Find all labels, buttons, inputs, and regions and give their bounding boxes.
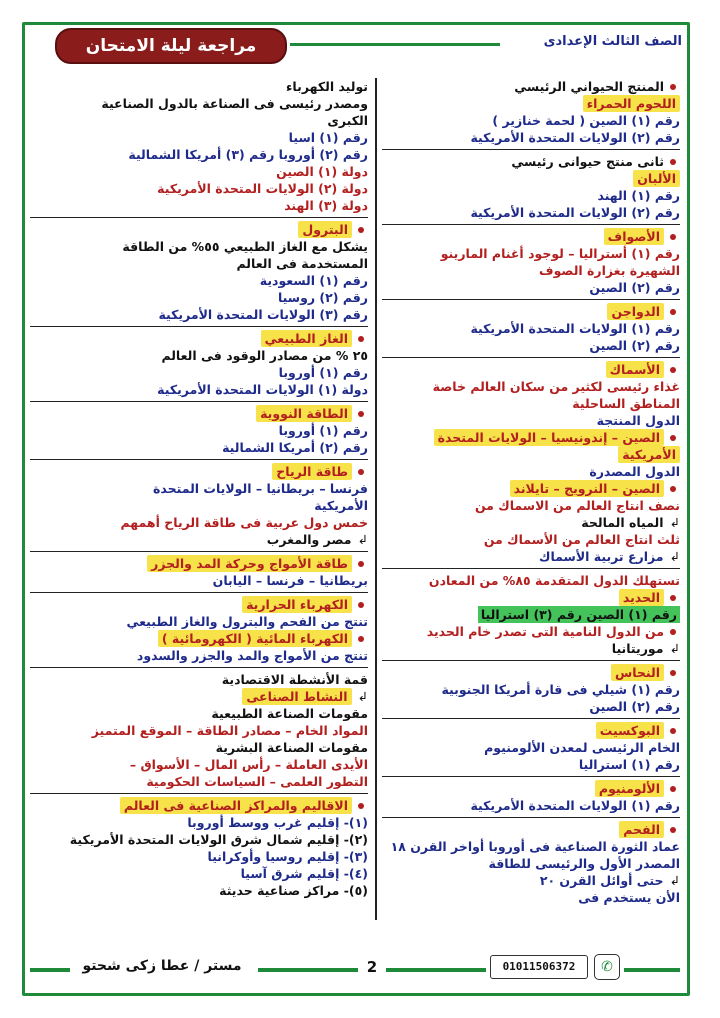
note-text: الأسماك [606,361,664,378]
note-text: اللحوم الحمراء [583,95,680,112]
bullet-icon [670,786,676,792]
note-text: دولة (٣) الهند [284,198,368,213]
section-separator [30,401,368,402]
page-title: مراجعة ليلة الامتحان [55,28,287,64]
note-line [30,647,368,664]
note-line [30,572,368,589]
note-text: ومصدر رئيسى فى الصناعة بالدول الصناعية [101,96,368,111]
note-line [30,596,368,613]
bullet-icon [670,234,676,240]
note-text: ثلث انتاج العالم من الأسماك من [483,532,680,547]
section-separator [382,568,680,569]
note-line [30,364,368,381]
note-text: الحديد [619,589,664,606]
note-text: البترول [298,221,352,238]
section-separator [30,459,368,460]
note-line [382,412,680,429]
note-text: توليد الكهرباء [286,79,368,94]
note-text: رقم (٢) أوروبا رقم (٣) أمريكا الشمالية [128,147,368,162]
phone-icon: ✆ [594,954,620,980]
note-line [382,378,680,395]
note-line [30,272,368,289]
note-line [382,228,680,245]
note-line [30,405,368,422]
column-divider [375,78,377,920]
note-text: المصدر الأول والرئيسى للطاقة [488,856,680,871]
note-text: رقم (٢) الصين [589,338,680,353]
note-text: الكهرباء المائية ( الكهرومائية ) [158,630,352,647]
note-text: رقم (٢) الصين [589,280,680,295]
note-line [30,381,368,398]
note-text: الصين – النرويج – تايلاند [510,480,664,497]
note-text: مقومات الصناعة البشرية [215,740,368,755]
note-line [30,671,368,688]
note-line [382,623,680,640]
note-line [30,688,368,705]
note-line [382,395,680,412]
bullet-icon [358,561,364,567]
note-line [382,698,680,715]
note-line [30,797,368,814]
footer-rule [258,968,358,972]
note-line [30,705,368,722]
note-line [382,855,680,872]
note-line [30,306,368,323]
bullet-icon [670,159,676,165]
note-line [30,347,368,364]
note-line [382,320,680,337]
note-line [30,422,368,439]
note-line [382,589,680,606]
note-line [30,439,368,456]
note-text: رقم (١) الولايات المتحدة الأمريكية [470,321,680,336]
note-text: رقم (٣) الولايات المتحدة الأمريكية [158,307,368,322]
note-text: رقم (١) شيلي فى قارة أمريكا الجنوبية [441,682,680,697]
note-line [30,180,368,197]
note-text: (٥)- مراكز صناعية حديثة [219,883,368,898]
note-line [30,221,368,238]
note-text: الدول المصدرة [589,464,680,479]
section-separator [382,149,680,150]
note-line [382,664,680,681]
note-text: دولة (١) الصين [276,164,368,179]
note-line [382,821,680,838]
bullet-icon [670,435,676,441]
note-line [382,361,680,378]
right-column [382,78,680,906]
note-text: دولة (١) الولايات المتحدة الأمريكية [157,382,368,397]
note-line [30,531,368,548]
phone-number: 01011506372 [490,955,588,979]
note-line [382,480,680,497]
return-arrow-icon: ↲ [669,515,680,530]
note-line [382,780,680,797]
bullet-icon [358,469,364,475]
note-text: النشاط الصناعى [242,688,351,705]
note-line [382,872,680,889]
note-line [30,848,368,865]
note-text: تستهلك الدول المتقدمة ٨٥% من المعادن [428,573,680,588]
bullet-icon [670,728,676,734]
bullet-icon [358,336,364,342]
note-text: رقم (١) اسيا [288,130,368,145]
note-line [382,129,680,146]
note-text: الغاز الطبيعي [261,330,352,347]
note-text: الصين – إندونيسيا – الولايات المتحدة [434,429,664,446]
note-line [382,572,680,589]
note-text: رقم (١) أوروبا [278,423,368,438]
note-text: تنتج من الأمواج والمد والجزر والسدود [136,648,368,663]
section-separator [30,326,368,327]
note-text: الخام الرئيسى لمعدن الألومنيوم [484,740,680,755]
note-text: النحاس [611,664,664,681]
grade-label: الصف الثالث الإعدادى [543,34,682,49]
note-line [30,463,368,480]
note-text: المواد الخام – مصادر الطاقة – الموقع المتميز [91,723,368,738]
note-text: الفحم [619,821,664,838]
note-line [30,112,368,129]
section-separator [382,660,680,661]
note-text: حتى أوائل القرن ٢٠ [539,873,664,888]
note-line [382,681,680,698]
note-text: الطاقة النووية [256,405,352,422]
section-separator [30,592,368,593]
note-text: تنتج من الفحم والبترول والغاز الطبيعي [126,614,368,629]
note-line [30,289,368,306]
note-line [30,814,368,831]
note-text: البوكسيت [596,722,664,739]
bullet-icon [358,227,364,233]
note-line [30,480,368,497]
note-line [30,739,368,756]
note-text: عماد الثورة الصناعية فى أوروبا أواخر القرن ١٨ [390,839,680,854]
note-text: رقم (٢) روسيا [277,290,368,305]
note-line [382,78,680,95]
note-text: رقم (٢) الصين [589,699,680,714]
note-text: طاقة الرياح [272,463,352,480]
note-text: قمة الأنشطة الاقتصادية [221,672,368,687]
return-arrow-icon: ↲ [669,641,680,656]
note-line [382,245,680,262]
note-line [382,497,680,514]
note-text: (١)- إقليم غرب ووسط أوروبا [187,815,368,830]
note-text: المياه المالحة [581,515,664,530]
bullet-icon [358,602,364,608]
header-divider [290,43,500,46]
note-text: الألبان [633,170,680,187]
bullet-icon [670,84,676,90]
section-separator [382,299,680,300]
return-arrow-icon: ↲ [669,549,680,564]
note-text: ٢٥ % من مصادر الوقود فى العالم [161,348,368,363]
note-text: الأصواف [604,228,664,245]
note-text: الألومنيوم [595,780,664,797]
footer-rule [386,968,486,972]
page-number: 2 [366,958,378,976]
note-text: الدواجن [607,303,664,320]
note-text: (٣)- إقليم روسيا وأوكرانيا [207,849,368,864]
note-line [382,722,680,739]
note-text: الأمريكية [618,446,680,463]
note-line [30,756,368,773]
note-line [30,497,368,514]
section-separator [30,217,368,218]
section-separator [30,667,368,668]
note-line [382,838,680,855]
note-line [382,187,680,204]
note-line [382,279,680,296]
section-separator [30,551,368,552]
note-line [382,95,680,112]
note-text: رقم (١) الهند [597,188,680,203]
note-text: رقم (١) أوروبا [278,365,368,380]
note-line [30,197,368,214]
note-line [382,739,680,756]
note-line [382,889,680,906]
bullet-icon [670,309,676,315]
note-line [382,640,680,657]
note-text: دولة (٢) الولايات المتحدة الأمريكية [157,181,368,196]
note-text: مقومات الصناعة الطبيعية [211,706,368,721]
note-line [30,78,368,95]
return-arrow-icon: ↲ [357,689,368,704]
note-text: من الدول النامية التى تصدر خام الحديد [426,624,664,639]
note-text: خمس دول عربية فى طاقة الرياح أهمهم [120,515,368,530]
note-text: ثانى منتج حيوانى رئيسي [511,154,664,169]
note-line [382,446,680,463]
note-line [382,170,680,187]
note-line [382,153,680,170]
note-line [382,262,680,279]
note-line [30,555,368,572]
return-arrow-icon: ↲ [357,532,368,547]
note-text: الأن يستخدم فى [578,890,680,905]
note-line [30,613,368,630]
bullet-icon [358,636,364,642]
note-text: بريطانيا – فرنسا – اليابان [212,573,368,588]
note-line [30,129,368,146]
note-line [30,163,368,180]
note-line [382,463,680,480]
note-line [30,255,368,272]
bullet-icon [670,367,676,373]
note-text: غذاء رئيسى لكثير من سكان العالم خاصة [432,379,680,394]
note-text: رقم (٢) الولايات المتحدة الأمريكية [470,130,680,145]
section-separator [382,357,680,358]
note-text: المنتج الحيواني الرئيسي [514,79,664,94]
footer-rule [624,968,680,972]
note-line [382,303,680,320]
note-line [30,95,368,112]
note-text: رقم (١) أستراليا – لوجود أغنام المارينو [440,246,680,261]
bullet-icon [358,411,364,417]
return-arrow-icon: ↲ [669,873,680,888]
footer-rule [30,968,70,972]
note-text: موريتانيا [611,641,664,656]
author-name: مستر / عطا زكى شحتو [82,958,242,974]
section-separator [382,817,680,818]
note-line [30,238,368,255]
note-text: فرنسا – بريطانيا – الولايات المتحدة [153,481,368,496]
note-text: الشهيرة بغزارة الصوف [539,263,680,278]
note-text: المناطق الساحلية [572,396,680,411]
note-line [30,831,368,848]
note-line [30,514,368,531]
note-line [382,797,680,814]
note-text: رقم (١) السعودية [259,273,368,288]
note-line [30,773,368,790]
note-text: مزارع تربية الأسماك [539,549,664,564]
bullet-icon [670,486,676,492]
left-column [30,78,368,899]
note-text: (٤)- إقليم شرق آسيا [240,866,368,881]
section-separator [382,718,680,719]
note-line [382,756,680,773]
note-line [382,204,680,221]
note-text: الكهرباء الحرارية [242,596,352,613]
note-text: رقم (٢) أمريكا الشمالية [222,440,368,455]
note-text: الأيدى العاملة – رأس المال – الأسواق – [129,757,368,772]
note-line [382,606,680,623]
note-line [30,330,368,347]
note-line [382,514,680,531]
bullet-icon [670,595,676,601]
note-text: رقم (١) الصين ( لحمة خنازير ) [492,113,680,128]
section-separator [382,224,680,225]
note-text: رقم (١) الصين رقم (٣) استراليا [478,606,680,623]
note-text: الاقاليم والمراكز الصناعية فى العالم [120,797,352,814]
note-line [382,531,680,548]
section-separator [382,776,680,777]
note-text: (٢)- إقليم شمال شرق الولايات المتحدة الأمريكية [69,832,368,847]
note-line [30,865,368,882]
note-text: رقم (٢) الولايات المتحدة الأمريكية [470,205,680,220]
note-text: يشكل مع الغاز الطبيعي ٥٥% من الطاقة [122,239,368,254]
note-text: رقم (١) الولايات المتحدة الأمريكية [470,798,680,813]
section-separator [30,793,368,794]
note-line [382,112,680,129]
note-line [382,337,680,354]
note-line [30,722,368,739]
bullet-icon [358,803,364,809]
note-text: المستخدمة فى العالم [236,256,368,271]
note-line [382,548,680,565]
bullet-icon [670,629,676,635]
bullet-icon [670,827,676,833]
note-line [30,630,368,647]
note-line [30,882,368,899]
note-text: رقم (١) استراليا [578,757,680,772]
note-text: الأمريكية [314,498,368,513]
note-text: الدول المنتجة [596,413,680,428]
note-text: مصر والمغرب [266,532,352,547]
note-text: نصف انتاج العالم من الاسماك من [474,498,680,513]
note-text: التطور العلمى – السياسات الحكومية [146,774,368,789]
note-line [382,429,680,446]
note-line [30,146,368,163]
note-text: الكبرى [327,113,368,128]
note-text: طاقة الأمواج وحركة المد والجزر [147,555,352,572]
bullet-icon [670,670,676,676]
